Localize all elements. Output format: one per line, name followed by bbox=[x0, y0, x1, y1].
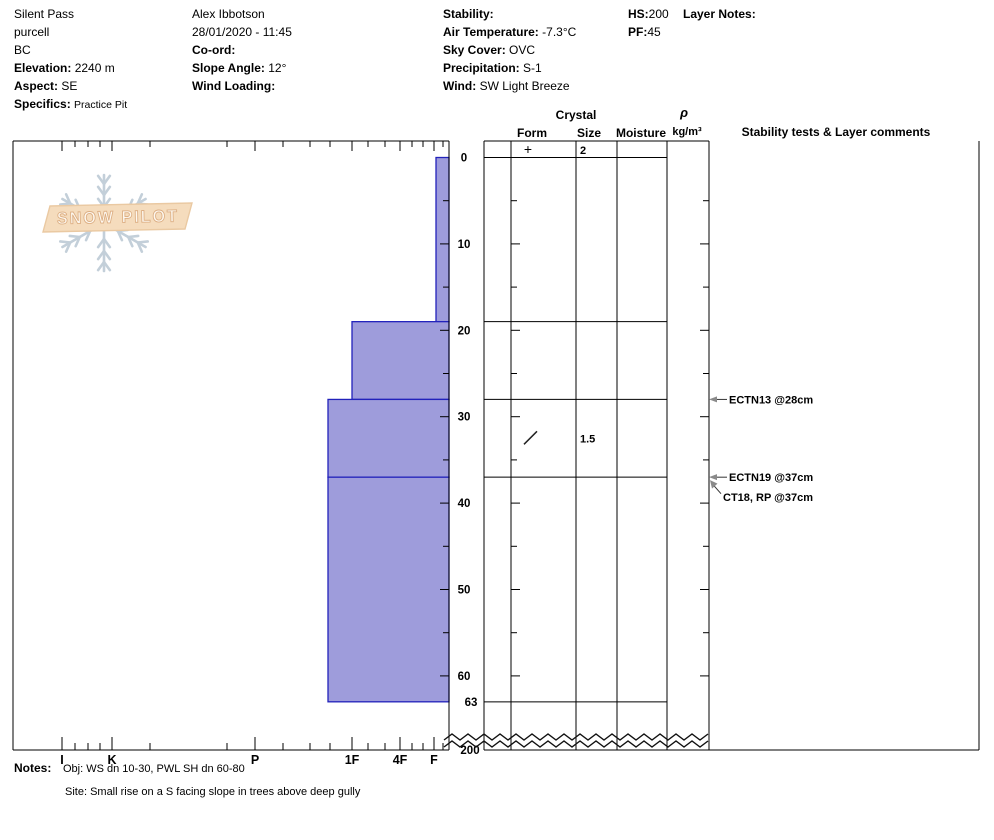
layer-notes-label: Layer Notes: bbox=[683, 7, 756, 21]
observation-datetime: 28/01/2020 - 11:45 bbox=[192, 25, 292, 39]
hardness-label-4F: 4F bbox=[392, 753, 408, 767]
observer-name: Alex Ibbotson bbox=[192, 7, 265, 21]
logo-text: SNOW PILOT bbox=[56, 206, 185, 228]
crystal-form-symbol-layer-3 bbox=[524, 431, 537, 444]
column-header-form: Form bbox=[517, 126, 547, 140]
sky-cover-value: OVC bbox=[509, 43, 536, 57]
snowflake-arm bbox=[128, 236, 138, 237]
sky-cover-label: Sky Cover: bbox=[443, 43, 506, 57]
hardness-bar-layer-2 bbox=[352, 322, 449, 400]
column-header-crystal: Crystal bbox=[555, 108, 597, 122]
hardness-label-K: K bbox=[107, 753, 117, 767]
hs-value: 200 bbox=[648, 7, 669, 21]
hs-label: HS: bbox=[628, 7, 649, 21]
specifics-value: Practice Pit bbox=[74, 99, 128, 111]
stability-test-label-3: CT18, RP @37cm bbox=[723, 492, 814, 505]
stability-label: Stability: bbox=[443, 7, 494, 21]
snowflake-arm bbox=[70, 236, 80, 237]
depth-label-10: 10 bbox=[457, 238, 471, 251]
hardness-label-1F: 1F bbox=[344, 753, 360, 767]
hardness-label-F: F bbox=[430, 753, 438, 767]
snowflake-arm bbox=[60, 204, 70, 205]
column-header-moisture: Moisture bbox=[615, 126, 667, 140]
wind-loading-label: Wind Loading: bbox=[192, 79, 276, 93]
depth-label-20: 20 bbox=[457, 325, 471, 338]
depth-label-50: 50 bbox=[457, 584, 471, 597]
depth-label-30: 30 bbox=[457, 411, 471, 424]
snowflake-arm bbox=[60, 241, 70, 242]
notes-objective: Obj: WS dn 10-30, PWL SH dn 60-80 bbox=[63, 763, 245, 775]
test-arrow-head-icon-3 bbox=[710, 480, 718, 489]
air-temp-value: -7.3°C bbox=[542, 25, 577, 39]
site-range: purcell bbox=[14, 25, 50, 39]
crystal-form-symbol-layer-1: + bbox=[523, 141, 533, 157]
depth-label-0: 0 bbox=[460, 152, 468, 165]
notes-site: Site: Small rise on a S facing slope in trees above deep gully bbox=[65, 786, 361, 798]
aspect-value: SE bbox=[61, 79, 78, 93]
hardness-label-P: P bbox=[250, 753, 260, 767]
site-region: BC bbox=[14, 43, 31, 57]
wind-value: SW Light Breeze bbox=[479, 79, 570, 93]
hardness-bar-layer-4 bbox=[328, 477, 449, 702]
pf-value: 45 bbox=[647, 25, 661, 39]
hardness-bar-layer-1 bbox=[436, 158, 449, 322]
aspect-label: Aspect: bbox=[14, 79, 59, 93]
test-arrow-head-icon-1 bbox=[709, 396, 717, 402]
slope-angle-value: 12° bbox=[268, 61, 287, 75]
wind-label: Wind: bbox=[443, 79, 477, 93]
air-temp-label: Air Temperature: bbox=[443, 25, 539, 39]
test-arrow-line-3 bbox=[714, 485, 722, 494]
pf-label: PF: bbox=[628, 25, 648, 39]
column-header-density-unit: kg/m³ bbox=[672, 126, 702, 138]
depth-label-60: 60 bbox=[457, 670, 471, 683]
snowflake-arm bbox=[138, 241, 148, 242]
crystal-size-value-layer-3: 1.5 bbox=[580, 433, 596, 446]
stability-test-label-2: ECTN19 @37cm bbox=[729, 472, 814, 485]
slope-angle-label: Slope Angle: bbox=[192, 61, 265, 75]
hardness-label-I: I bbox=[60, 753, 64, 767]
column-header-density-rho: ρ bbox=[680, 105, 688, 120]
precip-label: Precipitation: bbox=[443, 61, 520, 75]
stability-test-label-1: ECTN13 @28cm bbox=[729, 394, 814, 407]
elevation-value: 2240 m bbox=[74, 61, 115, 75]
coord-label: Co-ord: bbox=[192, 43, 236, 57]
crystal-size-value-layer-1: 2 bbox=[580, 145, 587, 157]
depth-label-40: 40 bbox=[457, 498, 471, 511]
total-depth-label: 200 bbox=[460, 745, 480, 757]
notes-label: Notes: bbox=[14, 761, 52, 775]
pit-depth-label: 63 bbox=[464, 696, 478, 709]
elevation-label: Elevation: bbox=[14, 61, 72, 75]
column-header-size: Size bbox=[576, 126, 602, 140]
precip-value: S-1 bbox=[523, 61, 542, 75]
specifics-label: Specifics: bbox=[14, 97, 71, 111]
column-header-comments: Stability tests & Layer comments bbox=[741, 125, 931, 139]
test-arrow-head-icon-2 bbox=[709, 474, 717, 480]
site-name: Silent Pass bbox=[14, 7, 75, 21]
hardness-bar-layer-3 bbox=[328, 399, 449, 477]
